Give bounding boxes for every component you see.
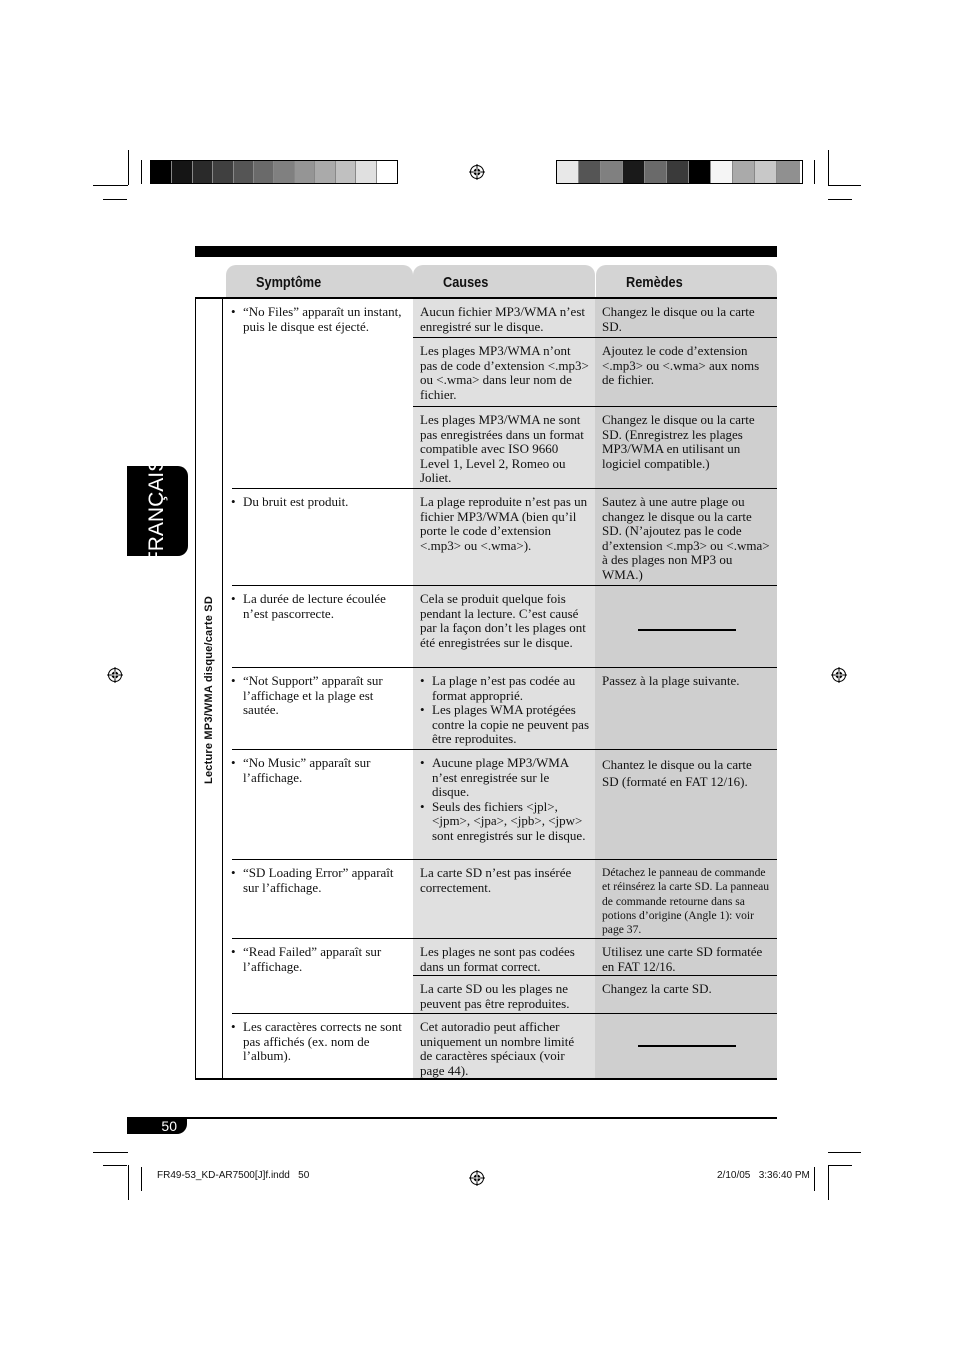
crop-mark [141,1167,142,1191]
table-row-symptom: • Du bruit est produit. [224,489,413,585]
crop-mark [93,1152,128,1153]
table-row-symptom: • Les caractères corrects ne sont pas affichés (ex. nom de l’album). [224,1014,413,1078]
table-cell-remedy: Changez la carte SD. [595,976,777,1013]
registration-target-icon [107,667,123,683]
table-cell-remedy: Détachez le panneau de commande et réinsérez la carte SD. La panneau de commande retourne dans sa potions d’origine (Angle 1): voir page 37. [595,860,777,938]
table-row-symptom: • La durée de lecture écoulée n’est pascorrecte. [224,586,413,667]
table-cell-cause: La carte SD ou les plages ne peuvent pas être reproduites. [413,976,595,1013]
table-row-symptom: • “No Music” apparaît sur l’affichage. [224,750,413,859]
language-label: FRANÇAIS [145,457,168,565]
crop-mark [828,1165,852,1166]
crop-mark [828,150,829,185]
table-cell-remedy: Passez à la plage suivante. [595,668,777,749]
table-cell-remedy: Utilisez une carte SD formatée en FAT 12/16. [595,939,777,975]
crop-mark [128,1165,129,1200]
crop-mark [128,150,129,185]
table-cell-cause: La plage reproduite n’est pas un fichier MP3/WMA (bien qu’il porte le code d’extension <.mp3> ou <.wma>). [413,489,595,585]
table-row-symptom: • “No Files” apparaît un instant, puis le disque est éjecté. [224,299,413,488]
table-cell-cause: Cet autoradio peut afficher uniquement un nombre limité de caractères spéciaux (voir page 44). [413,1014,595,1078]
section-label: Lecture MP3/WMA disque/carte SD [203,596,215,784]
registration-target-icon [831,667,847,683]
table-cell-remedy: Changez le disque ou la carte SD. [595,299,777,337]
page-number: 50 [127,1118,187,1134]
table-cell-remedy: Chantez le disque ou la carte SD (formaté en FAT 12/16). [595,750,777,859]
table-cell-cause: La carte SD n’est pas insérée correctement. [413,860,595,938]
crop-mark [141,160,142,184]
header-remedies: Remèdes [596,265,777,298]
crop-mark [828,1165,829,1200]
registration-target-icon [469,164,485,180]
table-cell-cause: • La plage n’est pas codée au format approprié. • Les plages WMA protégées contre la copie ne peuvent pas être reproduites. [413,668,595,749]
table-row-symptom: • “SD Loading Error” apparaît sur l’affichage. [224,860,413,938]
table-cell-cause: • Aucune plage MP3/WMA n’est enregistrée sur le disque. • Seuls des fichiers <jpl>, <jpm>, <jpa>, <jpb>, <jpw> sont enregistrés sur le disque. [413,750,595,859]
crop-mark [828,1152,861,1153]
header-causes: Causes [413,265,595,298]
table-cell-cause: Les plages MP3/WMA ne sont pas enregistrées dans un format compatible avec ISO 9660 Level 1, Level 2, Romeo ou Joliet. [413,407,595,488]
crop-mark [103,1165,127,1166]
header-symptom: Symptôme [226,265,413,298]
registration-target-icon [469,1170,485,1186]
bottom-rule [127,1117,777,1119]
footer-datetime: 2/10/05 3:36:40 PM [717,1170,810,1181]
table-cell-cause: Aucun fichier MP3/WMA n’est enregistré sur le disque. [413,299,595,337]
no-remedy-dash [638,629,736,631]
table-row-symptom: • “Not Support” apparaît sur l’affichage et la plage est sautée. [224,668,413,749]
crop-mark [828,199,852,200]
table-row-symptom: • “Read Failed” apparaît sur l’affichage. [224,939,413,1013]
table-cell-remedy: Ajoutez le code d’extension <.mp3> ou <.wma> aux noms de fichier. [595,338,777,406]
crop-mark [93,185,128,186]
table-cell-remedy-empty [595,586,777,667]
no-remedy-dash [638,1045,736,1047]
table-cell-cause: Cela se produit quelque fois pendant la lecture. C’est causé par la façon don’t les plages ont été enregistrées sur le disque. [413,586,595,667]
table-cell-cause: Les plages MP3/WMA n’ont pas de code d’extension <.mp3> ou <.wma> dans leur nom de fichier. [413,338,595,406]
color-bar-right [556,160,803,184]
crop-mark [103,199,127,200]
table-cell-cause: Les plages ne sont pas codées dans un format correct. [413,939,595,975]
crop-mark [814,160,815,184]
footer-file: FR49-53_KD-AR7500[J]f.indd 50 [157,1170,310,1181]
crop-mark [828,185,861,186]
crop-mark [814,1167,815,1191]
top-rule [195,246,777,257]
table-cell-remedy: Changez le disque ou la carte SD. (Enregistrez les plages MP3/WMA en utilisant un logiciel compatible.) [595,407,777,488]
color-bar-left [150,160,398,184]
table-cell-remedy: Sautez à une autre plage ou changez le disque ou la carte SD. (N’ajoutez pas le code d’extension <.mp3> ou <.wma> à des plages non MP3 ou WMA.) [595,489,777,585]
